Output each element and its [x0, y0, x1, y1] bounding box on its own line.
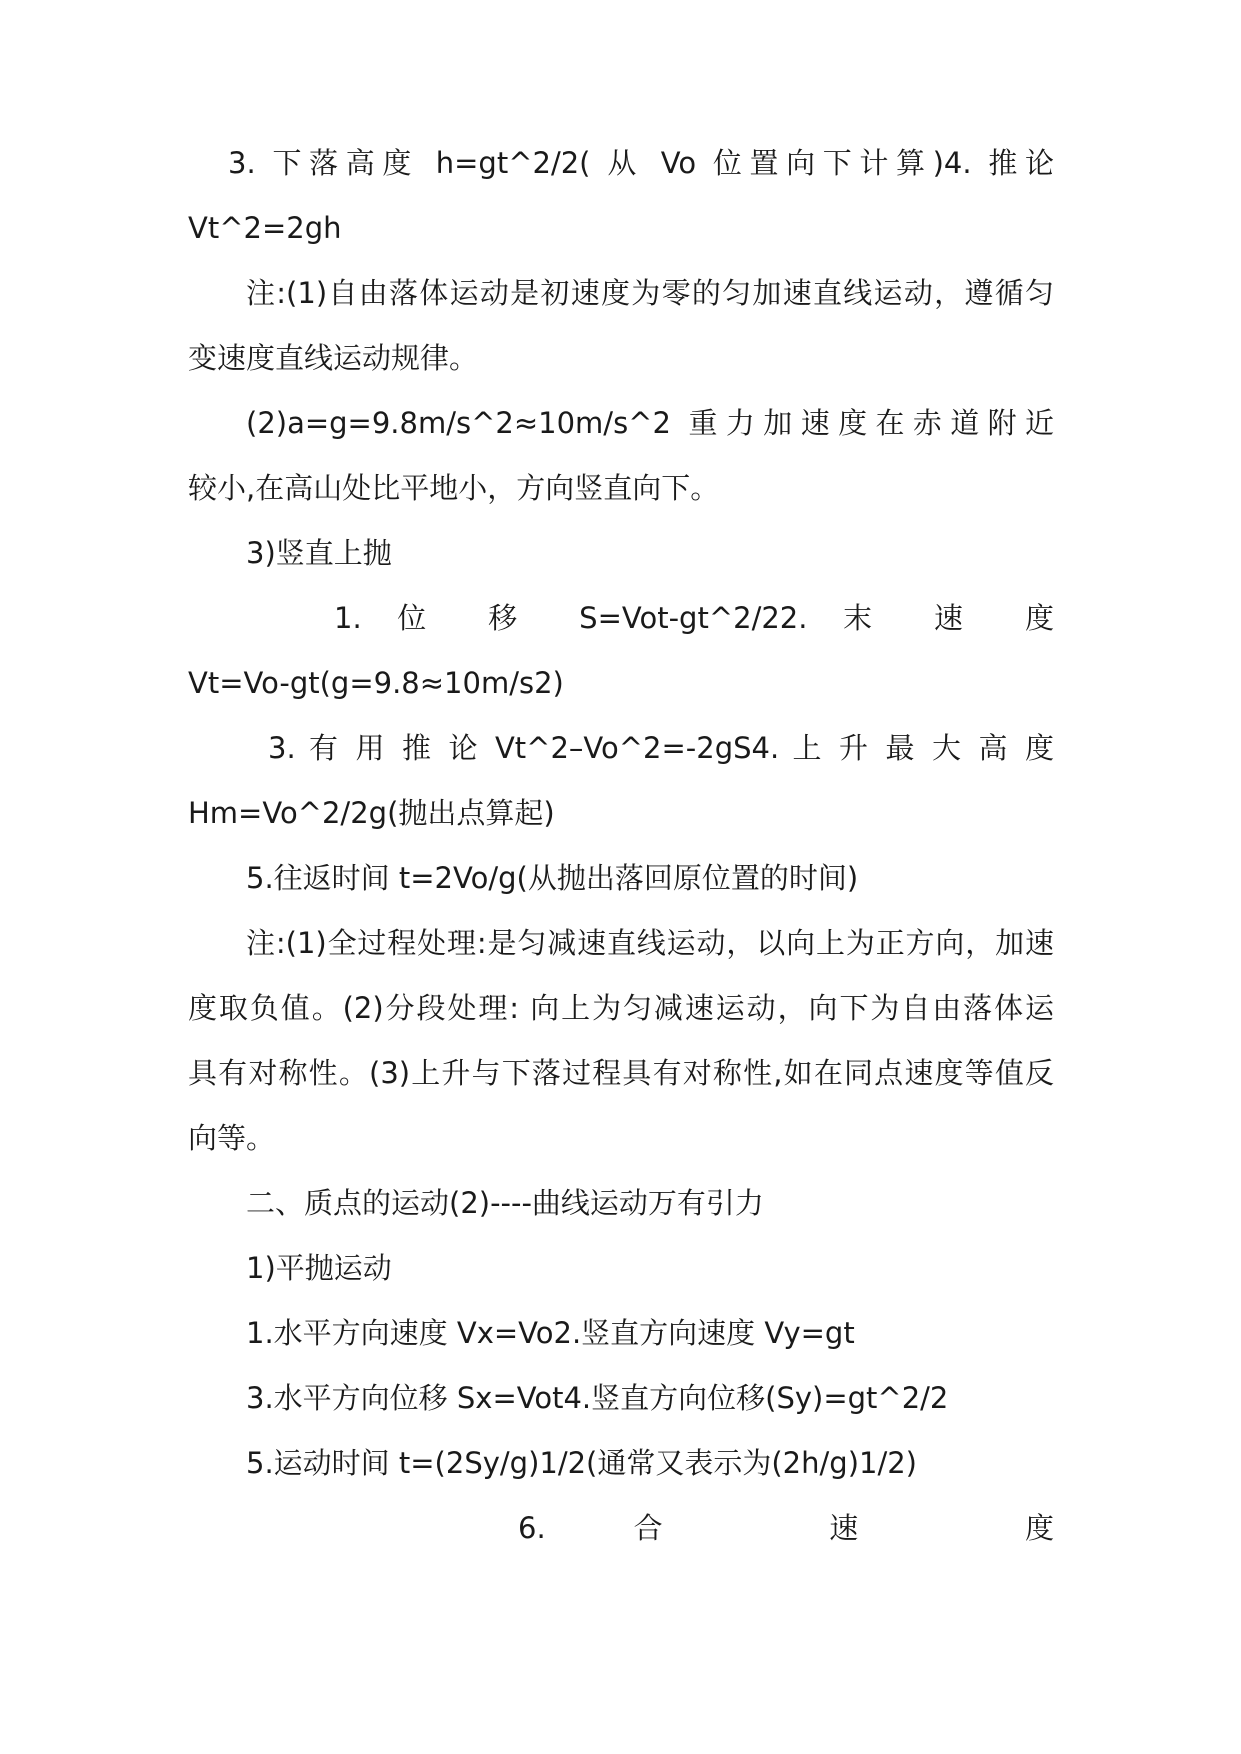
text-line: 5.运动时间 t=(2Sy/g)1/2(通常又表示为(2h/g)1/2): [246, 1446, 917, 1480]
text-line: 注:(1)自由落体运动是初速度为零的匀加速直线运动，遵循匀: [246, 276, 1054, 310]
text-line: 向等。: [188, 1121, 276, 1155]
text-line: 1. 位 移 S=Vot-gt^2/22. 末 速 度: [334, 601, 1054, 635]
text-line: 3.水平方向位移 Sx=Vot4.竖直方向位移(Sy)=gt^2/2: [246, 1381, 949, 1415]
text-line: 具有对称性。(3)上升与下落过程具有对称性,如在同点速度等值反: [188, 1056, 1054, 1090]
section-heading: 二、质点的运动(2)----曲线运动万有引力: [246, 1186, 764, 1220]
text-line: 变速度直线运动规律。: [188, 341, 479, 375]
subsection-heading: 1)平抛运动: [246, 1251, 392, 1285]
text-line: Vt^2=2gh: [188, 211, 342, 245]
text-line: 3. 有 用 推 论 Vt^2–Vo^2=-2gS4. 上 升 最 大 高 度: [268, 731, 1054, 765]
text-line: 6. 合 速 度: [518, 1511, 1054, 1545]
text-line: 度取负值。(2)分段处理: 向上为匀减速运动，向下为自由落体运: [188, 991, 1054, 1025]
text-line: Hm=Vo^2/2g(抛出点算起): [188, 796, 555, 830]
text-line: 3)竖直上抛: [246, 536, 392, 570]
text-line: Vt=Vo-gt(g=9.8≈10m/s2): [188, 666, 564, 700]
text-line: 较小,在高山处比平地小，方向竖直向下。: [188, 471, 720, 505]
body-text: [188, 131, 1054, 1561]
text-line: 3. 下落高度 h=gt^2/2( 从 Vo 位置向下计算)4. 推论: [228, 146, 1054, 180]
text-line: 注:(1)全过程处理:是匀减速直线运动，以向上为正方向，加速: [246, 926, 1054, 960]
text-line: 5.往返时间 t=2Vo/g(从抛出落回原位置的时间): [246, 861, 859, 895]
text-line: (2)a=g=9.8m/s^2≈10m/s^2 重力加速度在赤道附近: [246, 406, 1054, 440]
text-line: 1.水平方向速度 Vx=Vo2.竖直方向速度 Vy=gt: [246, 1316, 855, 1350]
